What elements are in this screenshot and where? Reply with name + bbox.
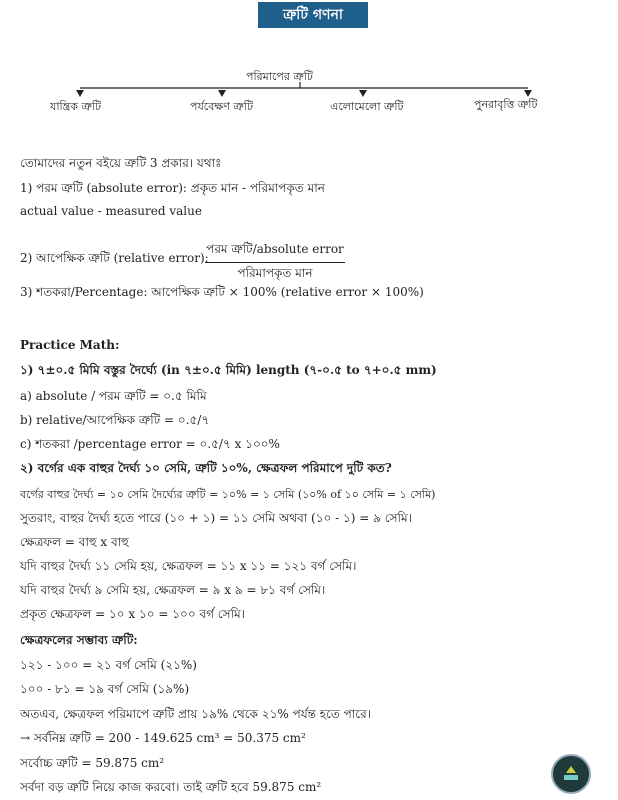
intro-line: তোমাদের নতুন বইয়ে ত্রুটি 3 প্রকার। যথাঃ xyxy=(20,156,222,170)
answer-line: সুতরাং, বাহুর দৈর্ঘ্য হতে পারে (১০ + ১) = ১১ সেমি অথবা (১০ - ১) = ৯ সেমি। xyxy=(20,511,412,525)
answer-line: অতএব, ক্ষেত্রফল পরিমাপে ত্রুটি প্রায় ১৯% থেকে ২১% পর্যন্ত হতে পারে। xyxy=(20,707,372,721)
answer-line: যদি বাহুর দৈর্ঘ্য ৯ সেমি হয়, ক্ষেত্রফল = ৯ x ৯ = ৮১ বর্গ সেমি। xyxy=(20,583,326,597)
answer-line: c) শতকরা /percentage error = ০.৫/৭ x ১০০% xyxy=(20,437,280,451)
arrow-icon xyxy=(359,90,367,97)
intro-line: 1) পরম ত্রুটি (absolute error): প্রকৃত মান - পরিমাপকৃত মান xyxy=(20,181,325,195)
answer-line: সর্বোচ্চ ত্রুটি = 59.875 cm² xyxy=(20,756,165,770)
answer-line: যদি বাহুর দৈর্ঘ্য ১১ সেমি হয়, ক্ষেত্রফল = ১১ x ১১ = ১২১ বর্গ সেমি। xyxy=(20,559,357,573)
answer-line: সর্বদা বড় ত্রুটি নিয়ে কাজ করবো। তাই ত্রুটি হবে 59.875 cm² xyxy=(20,780,322,794)
logo-icon xyxy=(551,754,591,794)
arrow-icon xyxy=(76,90,84,97)
question-2: ২) বর্গের এক বাহুর দৈর্ঘ্য ১০ সেমি, ত্রুটি ১০%, ক্ষেত্রফল পরিমাপে দুটি কত? xyxy=(20,461,392,475)
answer-line: → সর্বনিম্ন ত্রুটি = 200 - 149.625 cm³ = 50.375 cm² xyxy=(20,731,306,745)
arrow-icon xyxy=(218,90,226,97)
answer-line: ১০০ - ৮১ = ১৯ বর্গ সেমি (১৯%) xyxy=(20,682,190,696)
intro-line: 3) শতকরা/Percentage: আপেক্ষিক ত্রুটি × 100% (relative error × 100%) xyxy=(20,285,424,299)
answer-line: b) relative/আপেক্ষিক ত্রুটি = ০.৫/৭ xyxy=(20,413,210,427)
diagram-node: এলোমেলো ত্রুটি xyxy=(330,100,404,113)
fraction-denominator: পরিমাপকৃত মান xyxy=(237,266,313,280)
page-title: ত্রুটি গণনা xyxy=(258,2,368,28)
diagram-node: পুনরাবৃত্তি ত্রুটি xyxy=(474,98,538,111)
answer-line: a) absolute / পরম ত্রুটি = ০.৫ মিমি xyxy=(20,389,207,403)
relative-error-label: 2) আপেক্ষিক ত্রুটি (relative error): xyxy=(20,251,209,265)
answer-line: ক্ষেত্রফল = বাহু x বাহু xyxy=(20,535,129,549)
answer-line: বর্গের বাহুর দৈর্ঘ্য = ১০ সেমি দৈর্ঘ্যের ত্রুটি = ১০% = ১ সেমি (১০% of ১০ সেমি = ১ সেমি) xyxy=(20,488,436,501)
subheading: ক্ষেত্রফলের সম্ভাব্য ত্রুটি: xyxy=(20,633,138,647)
diagram-node: পর্যবেক্ষণ ত্রুটি xyxy=(190,100,253,113)
answer-line: ১২১ - ১০০ = ২১ বর্গ সেমি (২১%) xyxy=(20,658,197,672)
intro-line: actual value - measured value xyxy=(20,204,202,218)
answer-line: প্রকৃত ক্ষেত্রফল = ১০ x ১০ = ১০০ বর্গ সেমি। xyxy=(20,607,245,621)
question-1: ১) ৭±০.৫ মিমি বস্তুর দৈর্ঘ্যে (in ৭±০.৫ মিমি) length (৭-০.৫ to ৭+০.৫ mm) xyxy=(20,363,437,377)
diagram-node: যান্ত্রিক ত্রুটি xyxy=(50,100,102,113)
diagram-root: পরিমাপের ত্রুটি xyxy=(246,70,313,83)
practice-heading: Practice Math: xyxy=(20,338,120,352)
relative-error-fraction xyxy=(205,241,345,285)
fraction-numerator: পরম ত্রুটি/absolute error xyxy=(205,241,345,263)
